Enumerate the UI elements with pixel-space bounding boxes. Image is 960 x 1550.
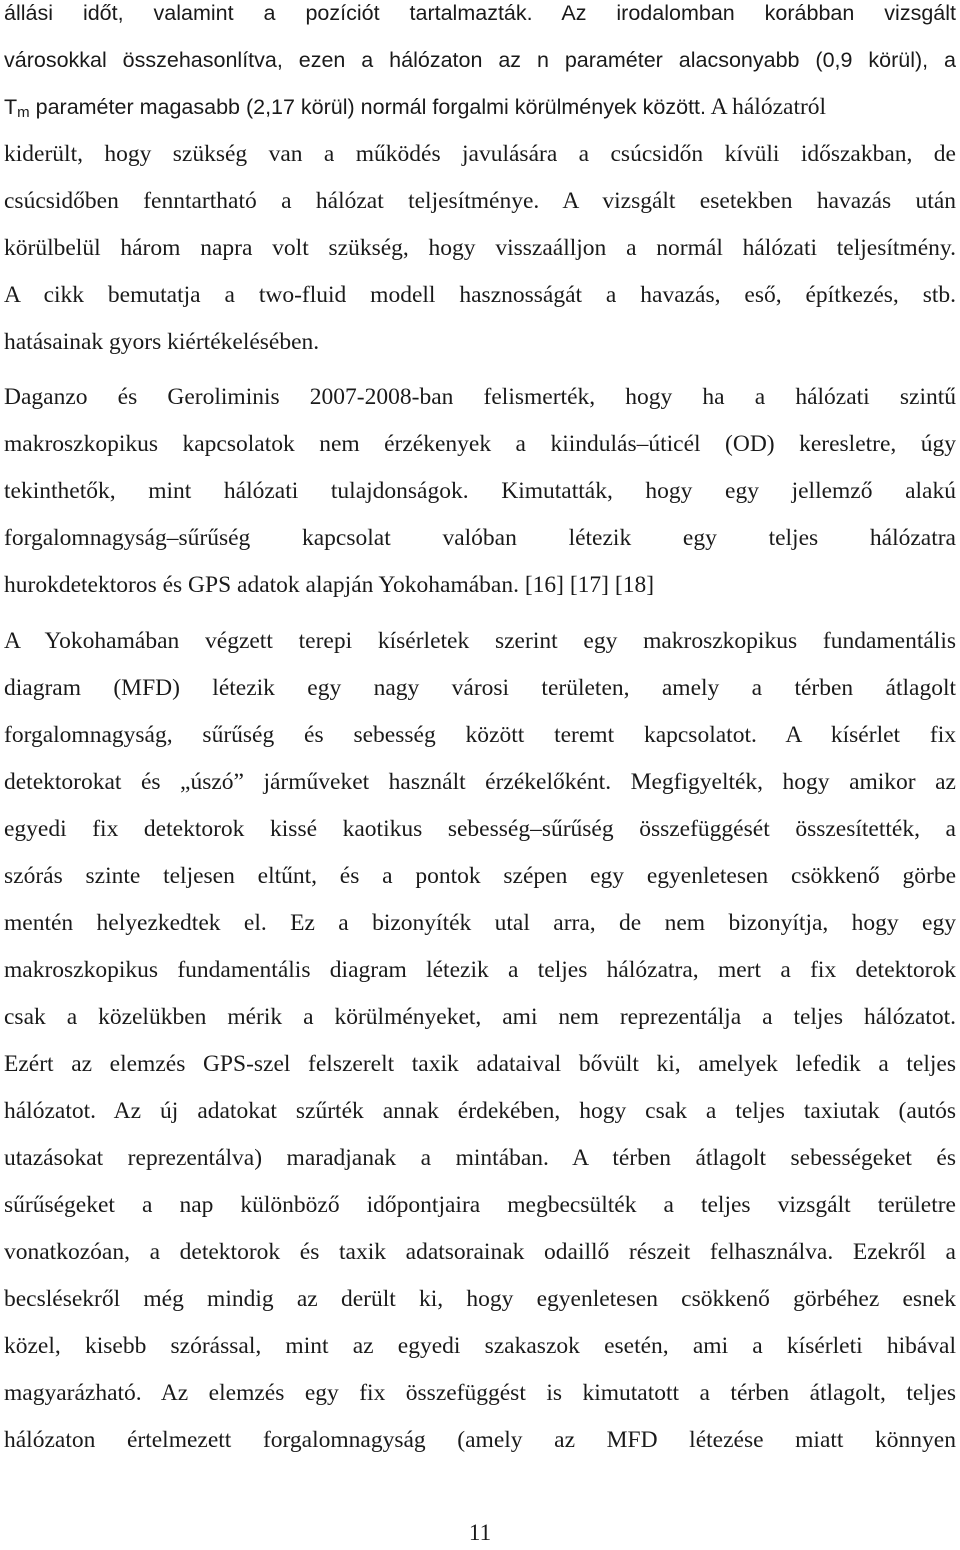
line-text: paraméter magasabb (2,17 körül) normál forgalmi körülmények között.: [29, 95, 706, 119]
text-line: A cikk bemutatja a two-fluid modell hasznosságát a havazás, eső, építkezés, stb.: [4, 282, 956, 308]
text-line: makroszkopikus fundamentális diagram létezik a teljes hálózatra, mert a fix detektorok: [4, 957, 956, 983]
page-number: 11: [468, 1520, 492, 1545]
text-line: városokkal összehasonlítva, ezen a hálózaton az n paraméter alacsonyabb (0,9 körül), a: [4, 48, 956, 72]
text-line: mentén helyezkedtek el. Ez a bizonyíték utal arra, de nem bizonyítja, hogy egy: [4, 910, 956, 936]
text-line: Daganzo és Geroliminis 2007-2008-ban felismerték, hogy ha a hálózati szintű: [4, 384, 956, 410]
text-line: A Yokohamában végzett terepi kísérletek szerint egy makroszkopikus fundamentális: [4, 628, 956, 654]
text-line: vonatkozóan, a detektorok és taxik adatsorainak odaillő részeit felhasználva. Ezekről a: [4, 1239, 956, 1265]
text-line: forgalomnagyság–sűrűség kapcsolat valóban létezik egy teljes hálózatra: [4, 525, 956, 551]
symbol-T: T: [4, 95, 18, 119]
text-line: kiderült, hogy szükség van a működés javulására a csúcsidőn kívüli időszakban, de: [4, 141, 956, 167]
text-line: detektorokat és „úszó” járműveket használt érzékelőként. Megfigyelték, hogy amikor az: [4, 769, 956, 795]
text-line: hurokdetektoros és GPS adatok alapján Yokohamában. [16] [17] [18]: [4, 572, 655, 598]
text-line: csúcsidőben fenntartható a hálózat teljesítménye. A vizsgált esetekben havazás után: [4, 188, 956, 214]
paragraph-3: [4, 618, 956, 1464]
text-line: [4, 84, 956, 131]
line-text-tail: A hálózatról: [706, 94, 827, 120]
paragraph-2: [4, 374, 956, 609]
paragraph-1: [4, 0, 956, 366]
text-line: sűrűségeket a nap különböző időpontjaira megbecsülték a teljes vizsgált területre: [4, 1192, 956, 1218]
text-line: utazásokat reprezentálva) maradjanak a mintában. A térben átlagolt sebességeket és: [4, 1145, 956, 1171]
text-line: közel, kisebb szórással, mint az egyedi szakaszok esetén, ami a kísérleti hibával: [4, 1333, 956, 1359]
text-line: becslésekről még mindig az derült ki, hogy egyenletesen csökkenő görbéhez esnek: [4, 1286, 956, 1312]
text-line: hálózatot. Az új adatokat szűrték annak érdekében, hogy csak a teljes taxiutak (autós: [4, 1098, 956, 1124]
text-line: makroszkopikus kapcsolatok nem érzékenyek a kiindulás–úticél (OD) keresletre, úgy: [4, 431, 956, 457]
text-line: hatásainak gyors kiértékelésében.: [4, 329, 320, 355]
text-line: magyarázható. Az elemzés egy fix összefüggést is kimutatott a térben átlagolt, teljes: [4, 1380, 956, 1406]
text-line: forgalomnagyság, sűrűség és sebesség között teremt kapcsolatot. A kísérlet fix: [4, 722, 956, 748]
text-line: hálózaton értelmezett forgalomnagyság (amely az MFD létezése miatt könnyen: [4, 1427, 956, 1453]
text-line: csak a közelükben mérik a körülményeket, ami nem reprezentálja a teljes hálózatot.: [4, 1004, 956, 1030]
text-line: tekinthetők, mint hálózati tulajdonságok. Kimutatták, hogy egy jellemző alakú: [4, 478, 956, 504]
text-line: diagram (MFD) létezik egy nagy városi területen, amely a térben átlagolt: [4, 675, 956, 701]
text-line: egyedi fix detektorok kissé kaotikus sebesség–sűrűség összefüggését összesítették, a: [4, 816, 956, 842]
text-line: Ezért az elemzés GPS-szel felszerelt taxik adataival bővült ki, amelyek lefedik a teljes: [4, 1051, 956, 1077]
text-line: szórás szinte teljesen eltűnt, és a pontok szépen egy egyenletesen csökkenő görbe: [4, 863, 956, 889]
text-line: állási időt, valamint a pozíciót tartalmazták. Az irodalomban korábban vizsgált: [4, 1, 956, 25]
text-line: körülbelül három napra volt szükség, hogy visszaálljon a normál hálózati teljesítmény.: [4, 235, 956, 261]
subscript-m: m: [17, 104, 30, 121]
